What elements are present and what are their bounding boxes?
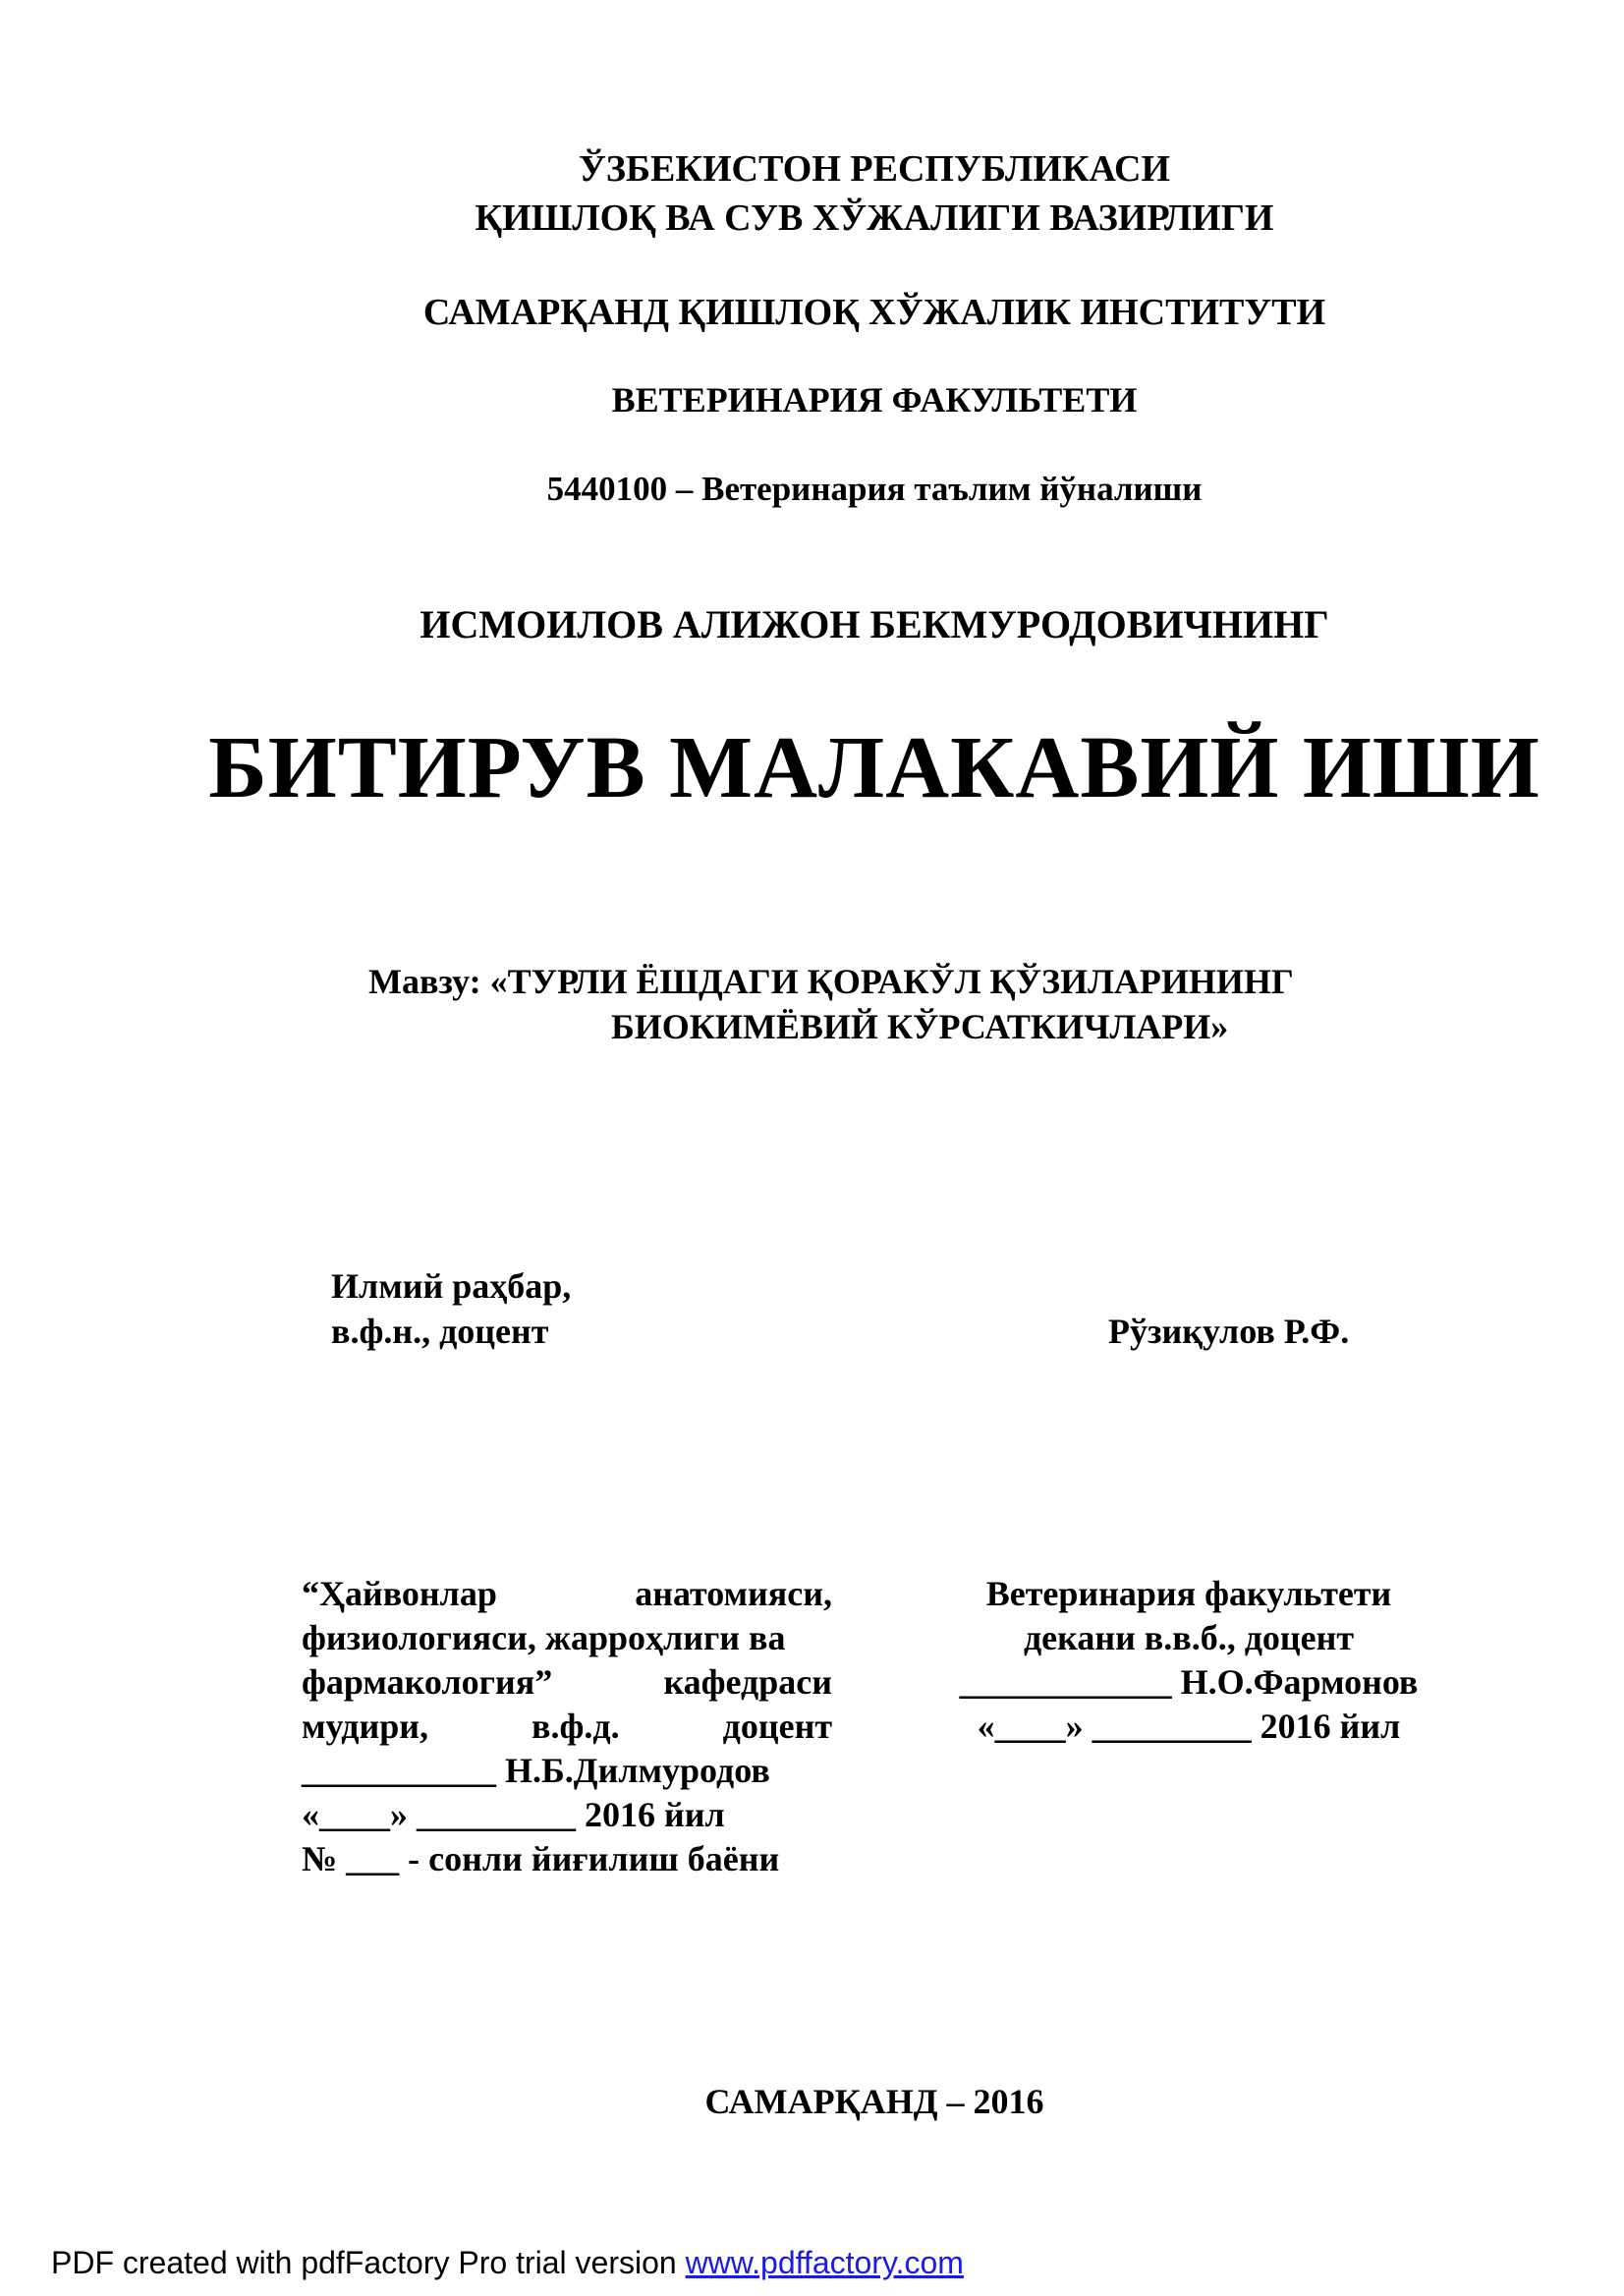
footer-text: PDF created with pdfFactory Pro trial version <box>51 2245 686 2280</box>
direction-line: 5440100 – Ветеринария таълим йўналиши <box>546 470 1203 508</box>
department-head-line-3 <box>302 1660 832 1705</box>
pdf-footer <box>51 2245 964 2281</box>
dept-line4-part-c: доцент <box>722 1707 832 1746</box>
topic-line-2: БИОКИМЁВИЙ КЎРСАТКИЧЛАРИ» <box>611 1007 1229 1046</box>
ministry-heading: ҚИШЛОҚ ВА СУВ ХЎЖАЛИГИ ВАЗИРЛИГИ <box>475 197 1274 239</box>
institute-heading: САМАРҚАНД ҚИШЛОҚ ХЎЖАЛИК ИНСТИТУТИ <box>422 292 1326 333</box>
republic-heading: ЎЗБЕКИСТОН РЕСПУБЛИКАСИ <box>578 148 1171 190</box>
footer-link[interactable]: www.pdffactory.com <box>685 2245 964 2280</box>
department-head-signature: ___________ Н.Б.Дилмуродов <box>302 1751 770 1790</box>
dean-signature: ____________ Н.О.Фармонов <box>959 1662 1419 1702</box>
dean-line-1: Ветеринария факультети <box>985 1574 1392 1613</box>
dean-date: «____» _________ 2016 йил <box>977 1707 1401 1746</box>
dean-line-2: декани в.в.б., доцент <box>1023 1618 1355 1657</box>
dept-line4-part-b: в.ф.д. <box>532 1707 620 1746</box>
dean-block <box>943 1572 1434 1749</box>
author-name: ИСМОИЛОВ АЛИЖОН БЕКМУРОДОВИЧНИНГ <box>420 602 1329 646</box>
supervisor-name: Рўзиқулов Р.Ф. <box>1108 1312 1350 1351</box>
dept-line1-part-b: анатомияси, <box>635 1574 832 1613</box>
dept-line3-part-a: фармакология” <box>302 1662 553 1702</box>
work-title: БИТИРУВ МАЛАКАВИЙ ИШИ <box>208 719 1540 816</box>
dept-line4-part-a: мудири, <box>302 1707 428 1746</box>
dept-line1-part-a: “Ҳайвонлар <box>302 1574 497 1613</box>
city-year: САМАРҚАНД – 2016 <box>704 2082 1044 2121</box>
meeting-protocol: № ___ - сонли йиғилиш баёни <box>302 1839 780 1878</box>
topic-line-1: Мавзу: «ТУРЛИ ЁШДАГИ ҚОРАКЎЛ ҚЎЗИЛАРИНИНГ <box>368 962 1294 1001</box>
faculty-heading: ВЕТЕРИНАРИЯ ФАКУЛЬТЕТИ <box>611 380 1138 420</box>
department-head-date: «____» _________ 2016 йил <box>302 1795 725 1834</box>
department-head-block <box>302 1572 832 1881</box>
department-head-line-4 <box>302 1705 832 1749</box>
supervisor-degree: в.ф.н., доцент <box>331 1312 549 1351</box>
department-head-line-2: физиологияси, жарроҳлиги ва <box>302 1618 786 1657</box>
department-head-line-1 <box>302 1572 832 1616</box>
dept-line3-part-b: кафедраси <box>663 1662 832 1702</box>
supervisor-role: Илмий раҳбар, <box>331 1266 572 1306</box>
